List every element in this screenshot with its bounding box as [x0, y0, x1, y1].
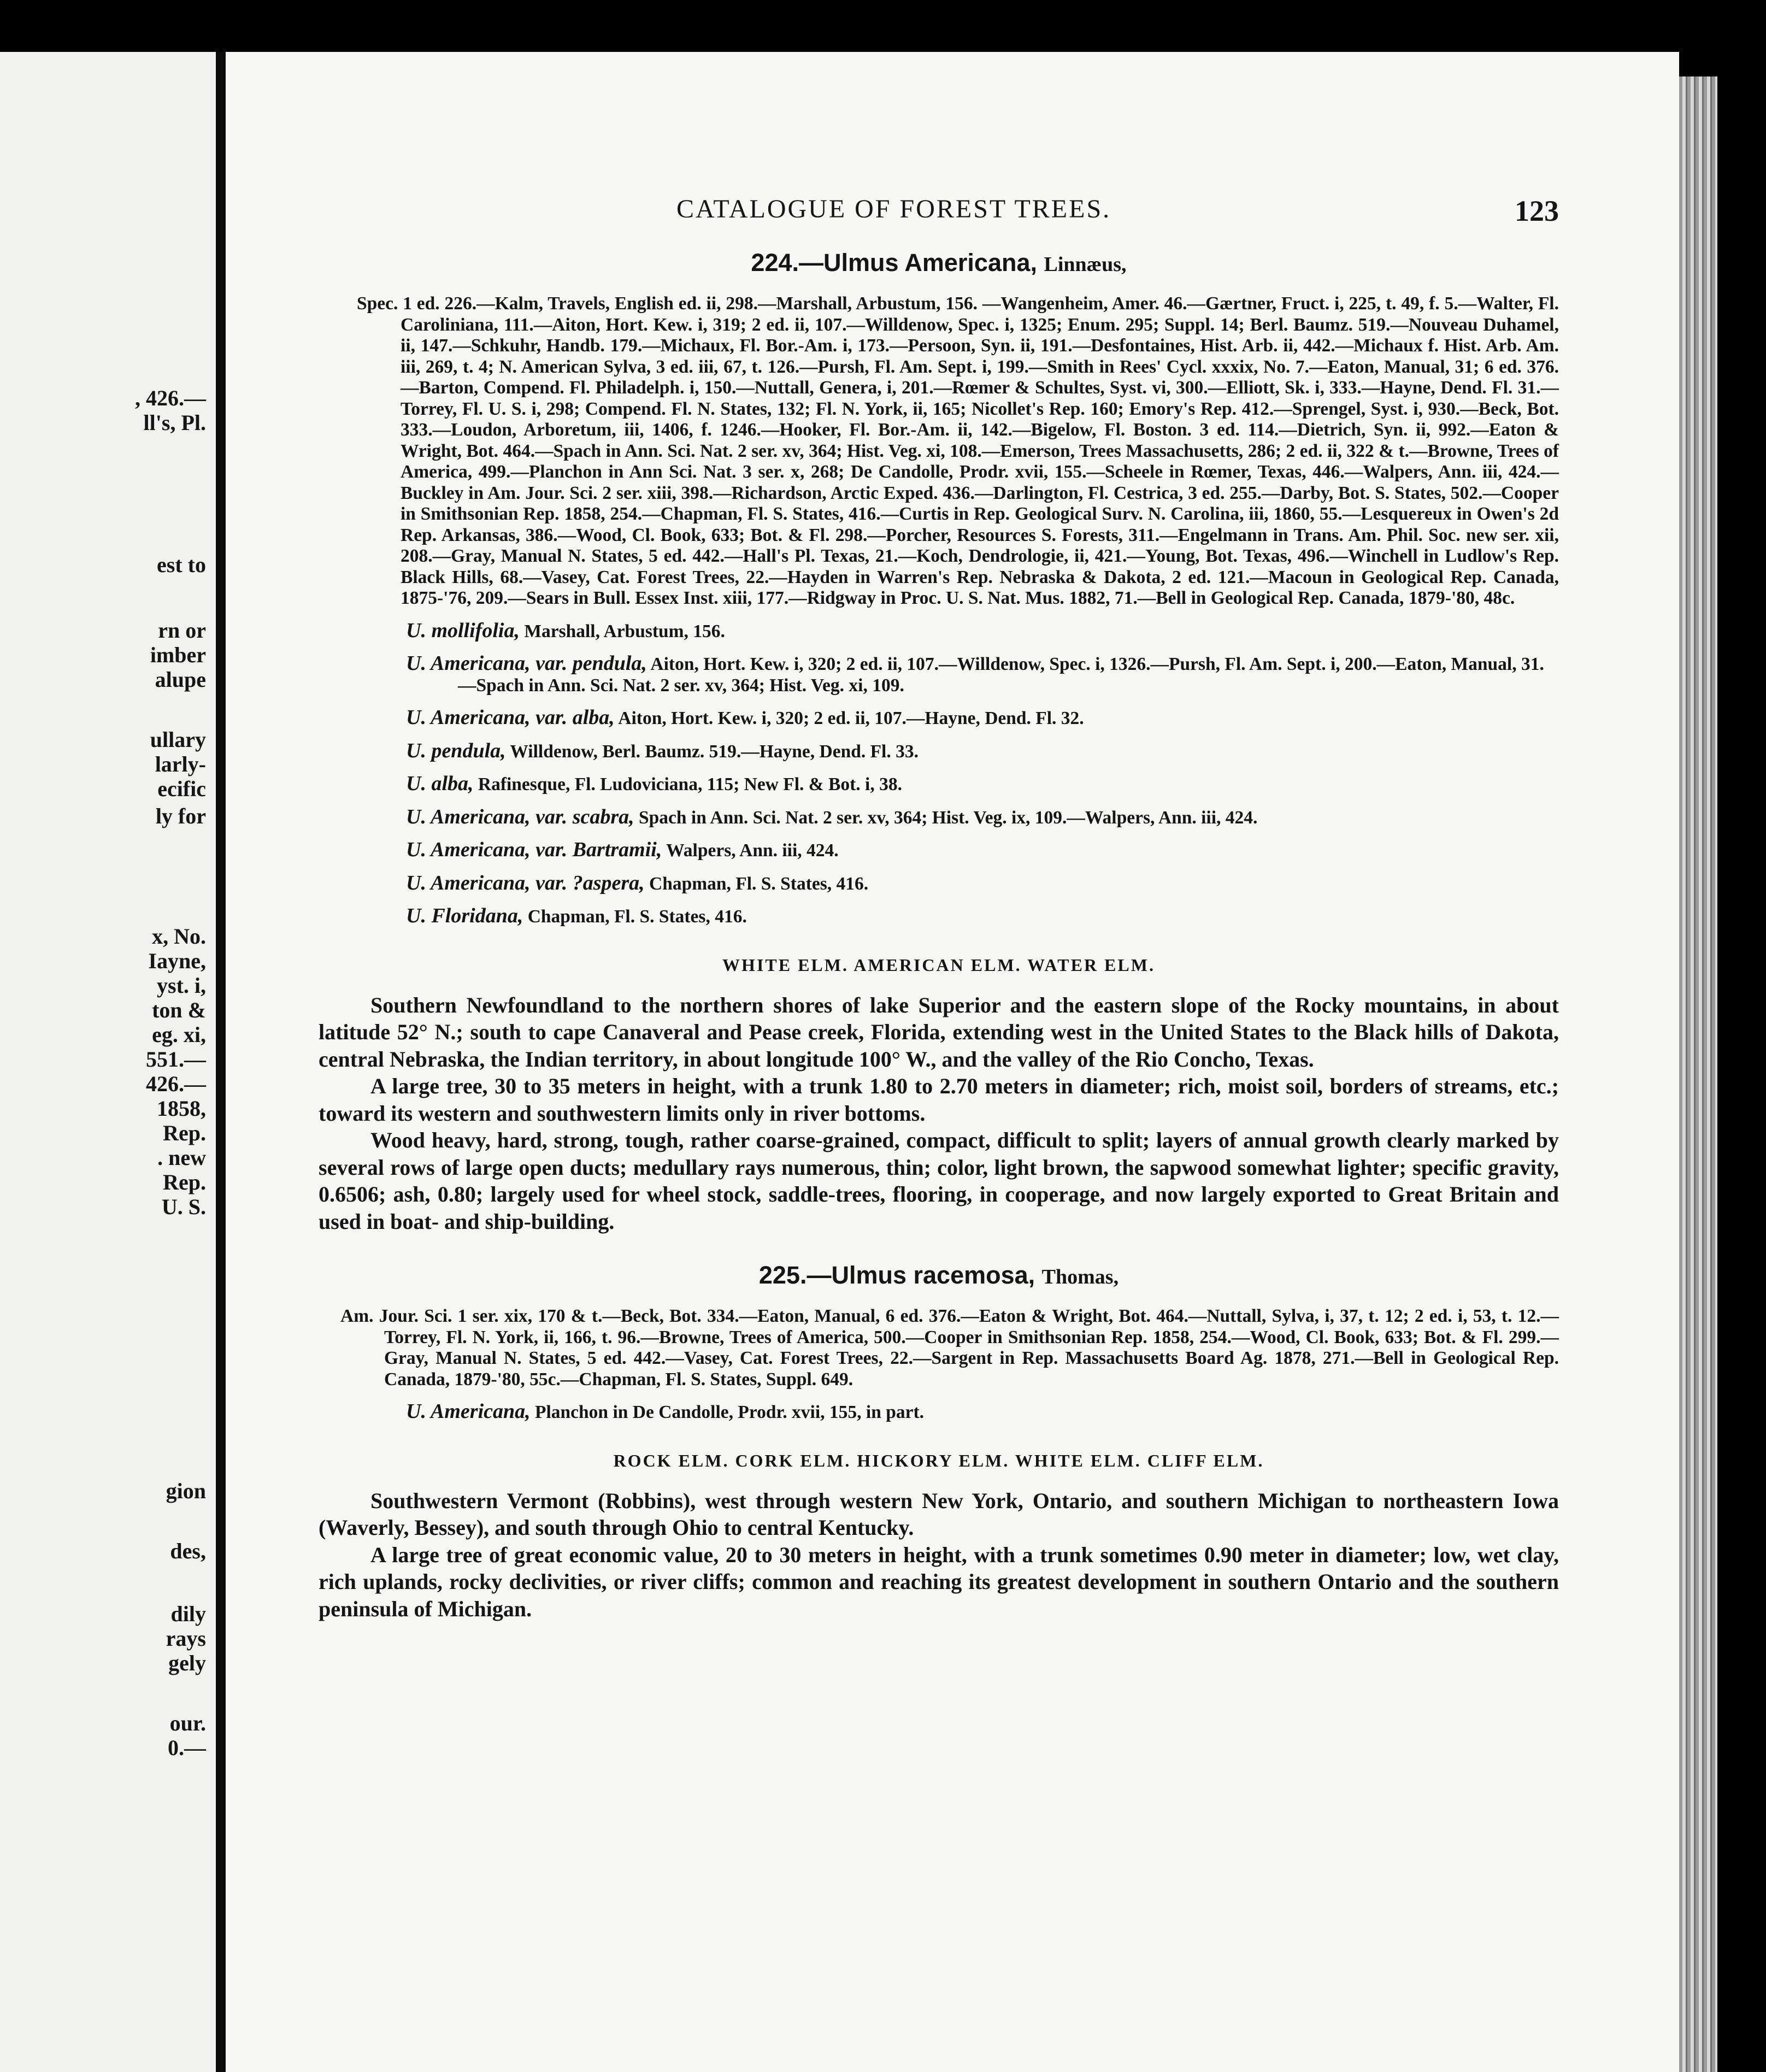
synonym-entry [373, 905, 1559, 928]
common-names: WHITE ELM. AMERICAN ELM. WATER ELM. [722, 955, 1155, 975]
common-names: ROCK ELM. CORK ELM. HICKORY ELM. WHITE ELM. CLIFF ELM. [613, 1450, 1264, 1470]
running-head [319, 194, 1559, 249]
species-heading [319, 249, 1559, 277]
facing-page-line: ly for [155, 804, 206, 828]
synonym-citation: Aiton, Hort. Kew. i, 320; 2 ed. ii, 107.—Willdenow, Spec. i, 1326.—Pursh, Fl. Am. Sept. i, 200.—Eaton, Manual, 31.—Spach in Ann. Sci. Nat. 2 ser. xv, 364; Hist. Veg. xi, 109. [458, 654, 1544, 696]
page-number: 123 [1515, 195, 1559, 227]
page-title: CATALOGUE OF FOREST TREES. [676, 195, 1111, 223]
facing-page-line: 426.— [146, 1072, 206, 1096]
synonym-name: U. alba, [406, 772, 474, 795]
facing-page-line: 0.— [168, 1735, 206, 1760]
facing-page-line: our. [169, 1711, 206, 1735]
facing-page-line: 1858, [157, 1096, 206, 1121]
species-entry [319, 1261, 1559, 1622]
facing-page-line: eg. xi, [152, 1022, 206, 1047]
facing-page-line: , 426.— [135, 386, 206, 410]
facing-page-line: gion [166, 1479, 206, 1503]
range-paragraph: Southwestern Vermont (Robbins), west through western New York, Ontario, and southern Michigan to northeastern Iowa (Waverly, Bessey), and south through Ohio to central Kentucky. [319, 1488, 1559, 1540]
synonym-list [319, 1401, 1559, 1423]
synonym-entry [373, 620, 1559, 643]
synonym-name: U. Americana, var. Bartramii, [406, 838, 662, 861]
synonym-entry [373, 773, 1559, 796]
synonym-name: U. Floridana, [406, 904, 523, 927]
facing-page-line: Rep. [163, 1121, 206, 1145]
page-edges [1679, 76, 1717, 2072]
facing-page-line: dily [170, 1602, 206, 1626]
facing-page-line: Rep. [163, 1170, 206, 1194]
synonym-list [319, 620, 1559, 928]
synonym-citation: Walpers, Ann. iii, 424. [662, 840, 839, 861]
species-authority: Linnæus, [1044, 253, 1127, 276]
page-content [319, 194, 1559, 1622]
synonym-citation: Spach in Ann. Sci. Nat. 2 ser. xv, 364; Hist. Veg. ix, 109.—Walpers, Ann. iii, 424. [634, 807, 1258, 828]
facing-page-line: rays [166, 1626, 206, 1651]
reference-list: Spec. 1 ed. 226.—Kalm, Travels, English ed. ii, 298.—Marshall, Arbustum, 156. —Wangenheim, Amer. 46.—Gærtner, Fruct. i, 225, t. 49, f. 5.—Walter, Fl. Caroliniana, 111.—Aiton, Hort. Kew. i, 319; 2 ed. ii, 107.—Willdenow, Spec. i, 1325; Enum. 295; Suppl. 14; Berl. Baumz. 519.—Nouveau Duhamel, ii, 147.—Schkuhr, Handb. 179.—Michaux, Fl. Bor.-Am. i, 173.—Persoon, Syn. ii, 191.—Desfontaines, Hist. Arb. ii, 442.—Michaux f. Hist. Arb. Am. iii, 269, t. 4; N. American Sylva, 3 ed. iii, 67, t. 126.—Pursh, Fl. Am. Sept. i, 199.—Smith in Rees' Cycl. xxxix, No. 7.—Eaton, Manual, 31; 6 ed. 376.—Barton, Compend. Fl. Philadelph. i, 150.—Nuttall, Genera, i, 201.—Rœmer & Schultes, Syst. vi, 300.—Elliott, Sk. i, 333.—Hayne, Dend. Fl. 31.—Torrey, Fl. U. S. i, 298; Compend. Fl. N. States, 132; Fl. N. York, ii, 165; Nicollet's Rep. 160; Emory's Rep. 412.—Sprengel, Syst. i, 930.—Beck, Bot. 333.—Loudon, Arboretum, iii, 1406, f. 1246.—Hooker, Fl. Bor.-Am. ii, 142.—Bigelow, Fl. Boston. 3 ed. 114.—Dietrich, Syn. ii, 992.—Eaton & Wright, Bot. 464.—Spach in Ann. Sci. Nat. 2 ser. xv, 364; Hist. Veg. xi, 108.—Emerson, Trees Massachusetts, 286; 2 ed. ii, 322 & t.—Browne, Trees of America, 499.—Planchon in Ann Sci. Nat. 3 ser. x, 268; De Candolle, Prodr. xvii, 155.—Scheele in Rœmer, Texas, 446.—Walpers, Ann. iii, 424.—Buckley in Am. Jour. Sci. 2 ser. xiii, 398.—Richardson, Arctic Exped. 436.—Darlington, Fl. Cestrica, 3 ed. 255.—Darby, Bot. S. States, 502.—Cooper in Smithsonian Rep. 1858, 254.—Chapman, Fl. S. States, 416.—Curtis in Rep. Geological Surv. N. Carolina, iii, 1860, 55.—Lesquereux in Owen's 2d Rep. Arkansas, 386.—Wood, Cl. Book, 633; Bot. & Fl. 298.—Porcher, Resources S. Forests, 311.—Engelmann in Trans. Am. Phil. Soc. new ser. xii, 208.—Gray, Manual N. States, 5 ed. 442.—Hall's Pl. Texas, 21.—Koch, Dendrologie, ii, 421.—Young, Bot. Texas, 496.—Winchell in Ludlow's Rep. Black Hills, 68.—Vasey, Cat. Forest Trees, 22.—Hayden in Warren's Rep. Nebraska & Dakota, 2 ed. 121.—Macoun in Geological Rep. Canada, 1875-'76, 209.—Sears in Bull. Essex Inst. xiii, 177.—Ridgway in Proc. U. S. Nat. Mus. 1882, 71.—Bell in Geological Rep. Canada, 1879-'80, 48c. [357, 293, 1559, 608]
synonym-entry [373, 839, 1559, 862]
facing-page-line: yst. i, [157, 973, 206, 998]
synonym-citation: Aiton, Hort. Kew. i, 320; 2 ed. ii, 107.—Hayne, Dend. Fl. 32. [614, 708, 1084, 728]
synonym-name: U. Americana, [406, 1400, 531, 1423]
facing-page-line: ecific [157, 776, 206, 801]
synonym-citation: Chapman, Fl. S. States, 416. [523, 906, 747, 927]
range-paragraph: Southern Newfoundland to the northern shores of lake Superior and the eastern slope of the Rocky mountains, in about latitude 52° N.; south to cape Canaveral and Pease creek, Florida, extending west in the United States to the Black hills of Dakota, central Nebraska, the Indian territory, in about longitude 100° W., and the valley of the Rio Concho, Texas. [319, 992, 1559, 1072]
synonym-name: U. pendula, [406, 739, 506, 762]
facing-page-line: U. S. [161, 1194, 206, 1219]
facing-page-line: alupe [155, 667, 206, 692]
synonym-entry [373, 873, 1559, 895]
synonym-name: U. mollifolia, [406, 619, 520, 642]
book-page [226, 52, 1679, 2072]
species-name: 225.—Ulmus racemosa, [758, 1261, 1035, 1289]
facing-page-line: ton & [152, 998, 206, 1022]
wood-paragraph: Wood heavy, hard, strong, tough, rather coarse-grained, compact, difficult to split; layers of annual growth clearly marked by several rows of large open ducts; medullary rays numerous, thin; color, light brown, the sapwood somewhat lighter; specific gravity, 0.6506; ash, 0.80; largely used for wheel stock, saddle-trees, flooring, in cooperage, and now largely exported to Great Britain and used in boat- and ship-building. [319, 1128, 1559, 1234]
species-entry [319, 249, 1559, 1235]
facing-page-line: des, [170, 1539, 206, 1563]
synonym-citation: Marshall, Arbustum, 156. [519, 621, 725, 641]
facing-page-line: Iayne, [148, 949, 206, 973]
book-gutter [216, 52, 226, 2072]
reference-list: Am. Jour. Sci. 1 ser. xix, 170 & t.—Beck, Bot. 334.—Eaton, Manual, 6 ed. 376.—Eaton & Wright, Bot. 464.—Nuttall, Sylva, i, 37, t. 12; 2 ed. i, 53, t. 12.—Torrey, Fl. N. York, ii, 166, t. 96.—Browne, Trees of America, 500.—Cooper in Smithsonian Rep. 1858, 254.—Wood, Cl. Book, 633; Bot. & Fl. 299.—Gray, Manual N. States, 5 ed. 442.—Vasey, Cat. Forest Trees, 22.—Sargent in Rep. Massachusetts Board Ag. 1878, 271.—Bell in Geological Rep. Canada, 1879-'80, 55c.—Chapman, Fl. S. States, Suppl. 649. [340, 1306, 1559, 1390]
synonym-entry [373, 1401, 1559, 1423]
facing-page-line: ll's, Pl. [143, 410, 206, 435]
synonym-name: U. Americana, var. scabra, [406, 805, 634, 828]
habit-paragraph: A large tree of great economic value, 20 to 30 meters in height, with a trunk sometimes 0.90 meter in diameter; low, wet clay, rich uplands, rocky declivities, or river cliffs; common and reaching its greatest development in southern Ontario and the southern peninsula of Michigan. [319, 1542, 1559, 1621]
facing-page-line: larly- [155, 752, 206, 776]
synonym-citation: Willdenow, Berl. Baumz. 519.—Hayne, Dend. Fl. 33. [505, 741, 919, 762]
synonym-entry [373, 653, 1559, 696]
facing-page-line: rn or [158, 618, 206, 643]
synonym-name: U. Americana, var. alba, [406, 706, 615, 729]
facing-page-text [0, 52, 216, 2072]
species-name: 224.—Ulmus Americana, [751, 249, 1037, 276]
facing-page-line: ullary [150, 727, 206, 752]
species-heading [319, 1261, 1559, 1290]
facing-page-line: gely [168, 1651, 206, 1675]
species-authority: Thomas, [1041, 1265, 1119, 1288]
synonym-entry [373, 707, 1559, 729]
facing-page-line: est to [157, 552, 206, 577]
synonym-entry [373, 740, 1559, 763]
synonym-name: U. Americana, var. ?aspera, [406, 871, 645, 894]
facing-page-fragment [0, 52, 216, 2072]
synonym-name: U. Americana, var. pendula, [406, 652, 647, 675]
synonym-citation: Rafinesque, Fl. Ludoviciana, 115; New Fl. & Bot. i, 38. [473, 774, 902, 794]
facing-page-line: 551.— [146, 1047, 206, 1072]
facing-page-line: imber [150, 643, 206, 667]
synonym-citation: Chapman, Fl. S. States, 416. [644, 873, 869, 894]
synonym-citation: Planchon in De Candolle, Prodr. xvii, 155, in part. [530, 1402, 924, 1422]
facing-page-line: x, No. [152, 924, 206, 949]
synonym-entry [373, 807, 1559, 829]
habit-paragraph: A large tree, 30 to 35 meters in height, with a trunk 1.80 to 2.70 meters in diameter; rich, moist soil, borders of streams, etc.; toward its western and southwestern limits only in river bottoms. [319, 1074, 1559, 1126]
facing-page-line: . new [157, 1145, 206, 1170]
